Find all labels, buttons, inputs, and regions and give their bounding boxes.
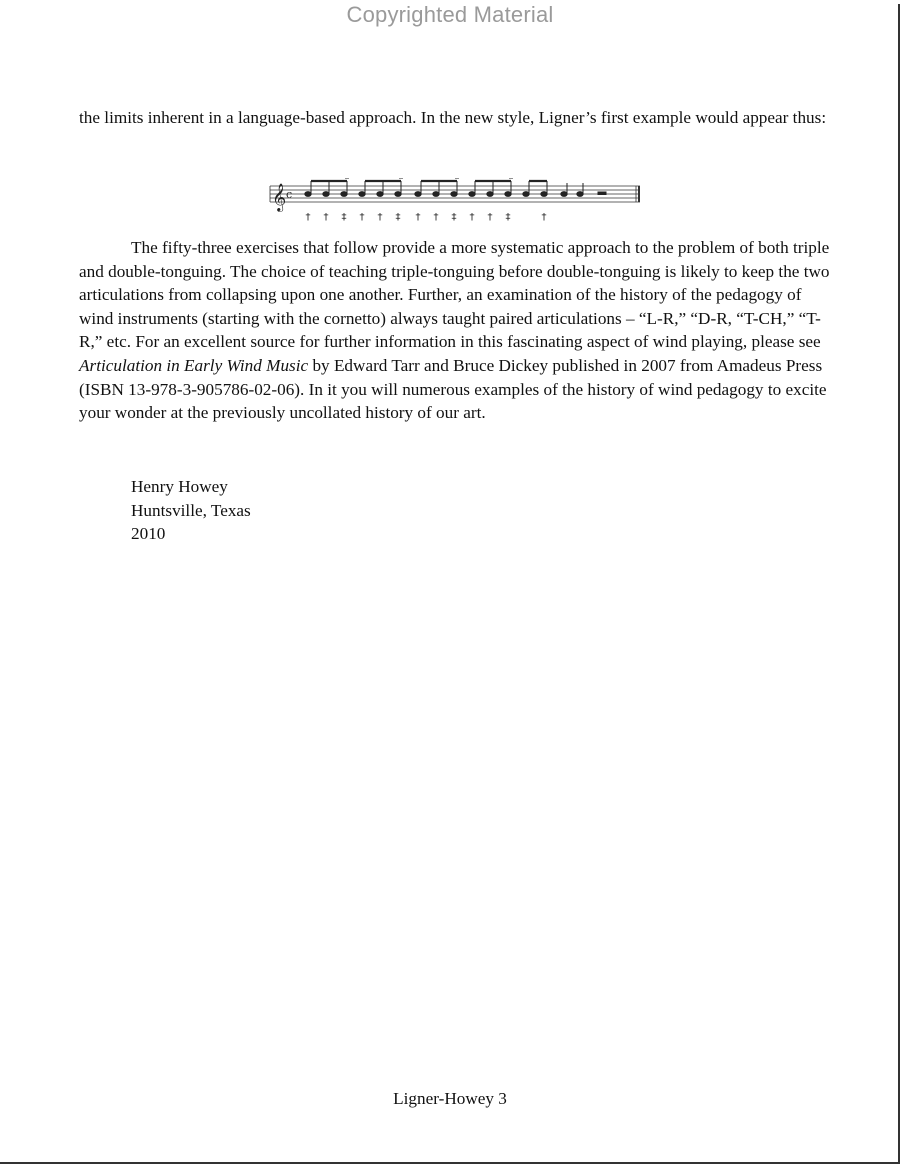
treble-clef-icon: 𝄞 — [272, 183, 287, 211]
half-rest — [598, 192, 606, 195]
author-place: Huntsville, Texas — [131, 500, 251, 520]
tonguing-syllable: † — [323, 212, 329, 223]
tonguing-syllable: † — [433, 212, 439, 223]
note-head — [377, 192, 383, 197]
paragraph-body-text: The fifty-three exercises that follow provide a more systematic approach to the problem of both triple and double-tonguing. The choice of teaching triple-tonguing before double-tonguing is likely to keep the two articulations from collapsing upon one another. Further, an examination of the history of the pedagogy of wind instruments (starting with the cornetto) always taught paired articulations – “L-R,” “D-R, “T-CH,” “T-R,” etc. For an excellent source for further information in this fascinating aspect of wind playing, please see — [79, 238, 830, 352]
tonguing-syllable: † — [359, 212, 365, 223]
tonguing-syllable: ‡ — [341, 212, 347, 223]
signature-block — [131, 475, 251, 546]
tonguing-syllable: † — [377, 212, 383, 223]
note-head — [341, 192, 347, 197]
note-head — [305, 192, 311, 197]
note-head — [487, 192, 493, 197]
note-head — [451, 192, 457, 197]
note-head — [323, 192, 329, 197]
tonguing-syllable: † — [487, 212, 493, 223]
note-head — [523, 192, 529, 197]
note-head — [415, 192, 421, 197]
note-head — [359, 192, 365, 197]
tonguing-syllable: † — [469, 212, 475, 223]
quarter-note-head — [561, 192, 567, 197]
note-head — [395, 192, 401, 197]
paragraph-body — [79, 236, 839, 425]
tonguing-syllable: ‡ — [505, 212, 511, 223]
tonguing-syllable: † — [541, 212, 547, 223]
tonguing-syllable: ‡ — [395, 212, 401, 223]
note-head — [469, 192, 475, 197]
syllable-row — [306, 212, 547, 223]
note-head — [505, 192, 511, 197]
tonguing-syllable: ‡ — [451, 212, 457, 223]
music-example — [264, 178, 644, 228]
author-name: Henry Howey — [131, 477, 228, 496]
page-footer: Ligner-Howey 3 — [393, 1089, 507, 1108]
common-time-icon: c — [286, 188, 293, 201]
quarter-note-head — [577, 192, 583, 197]
note-head — [541, 192, 547, 197]
note-head — [433, 192, 439, 197]
paragraph-intro: the limits inherent in a language-based approach. In the new style, Ligner’s first example would appear thus: — [79, 108, 827, 127]
tonguing-syllable: † — [305, 212, 311, 223]
signature-year: 2010 — [131, 524, 166, 544]
book-title: Articulation in Early Wind Music — [79, 355, 309, 375]
tonguing-syllable: † — [415, 212, 421, 223]
paragraph-body-text-end: by Edward Tarr and Bruce Dickey published in 2007 from Amadeus Press (ISBN 13-978-3-905786-02-06). In it you will numerous examples of the history of wind pedagogy to excite your wonder at the previously uncollated history of our art. — [79, 355, 827, 423]
copyright-watermark: Copyrighted Material — [346, 2, 554, 27]
